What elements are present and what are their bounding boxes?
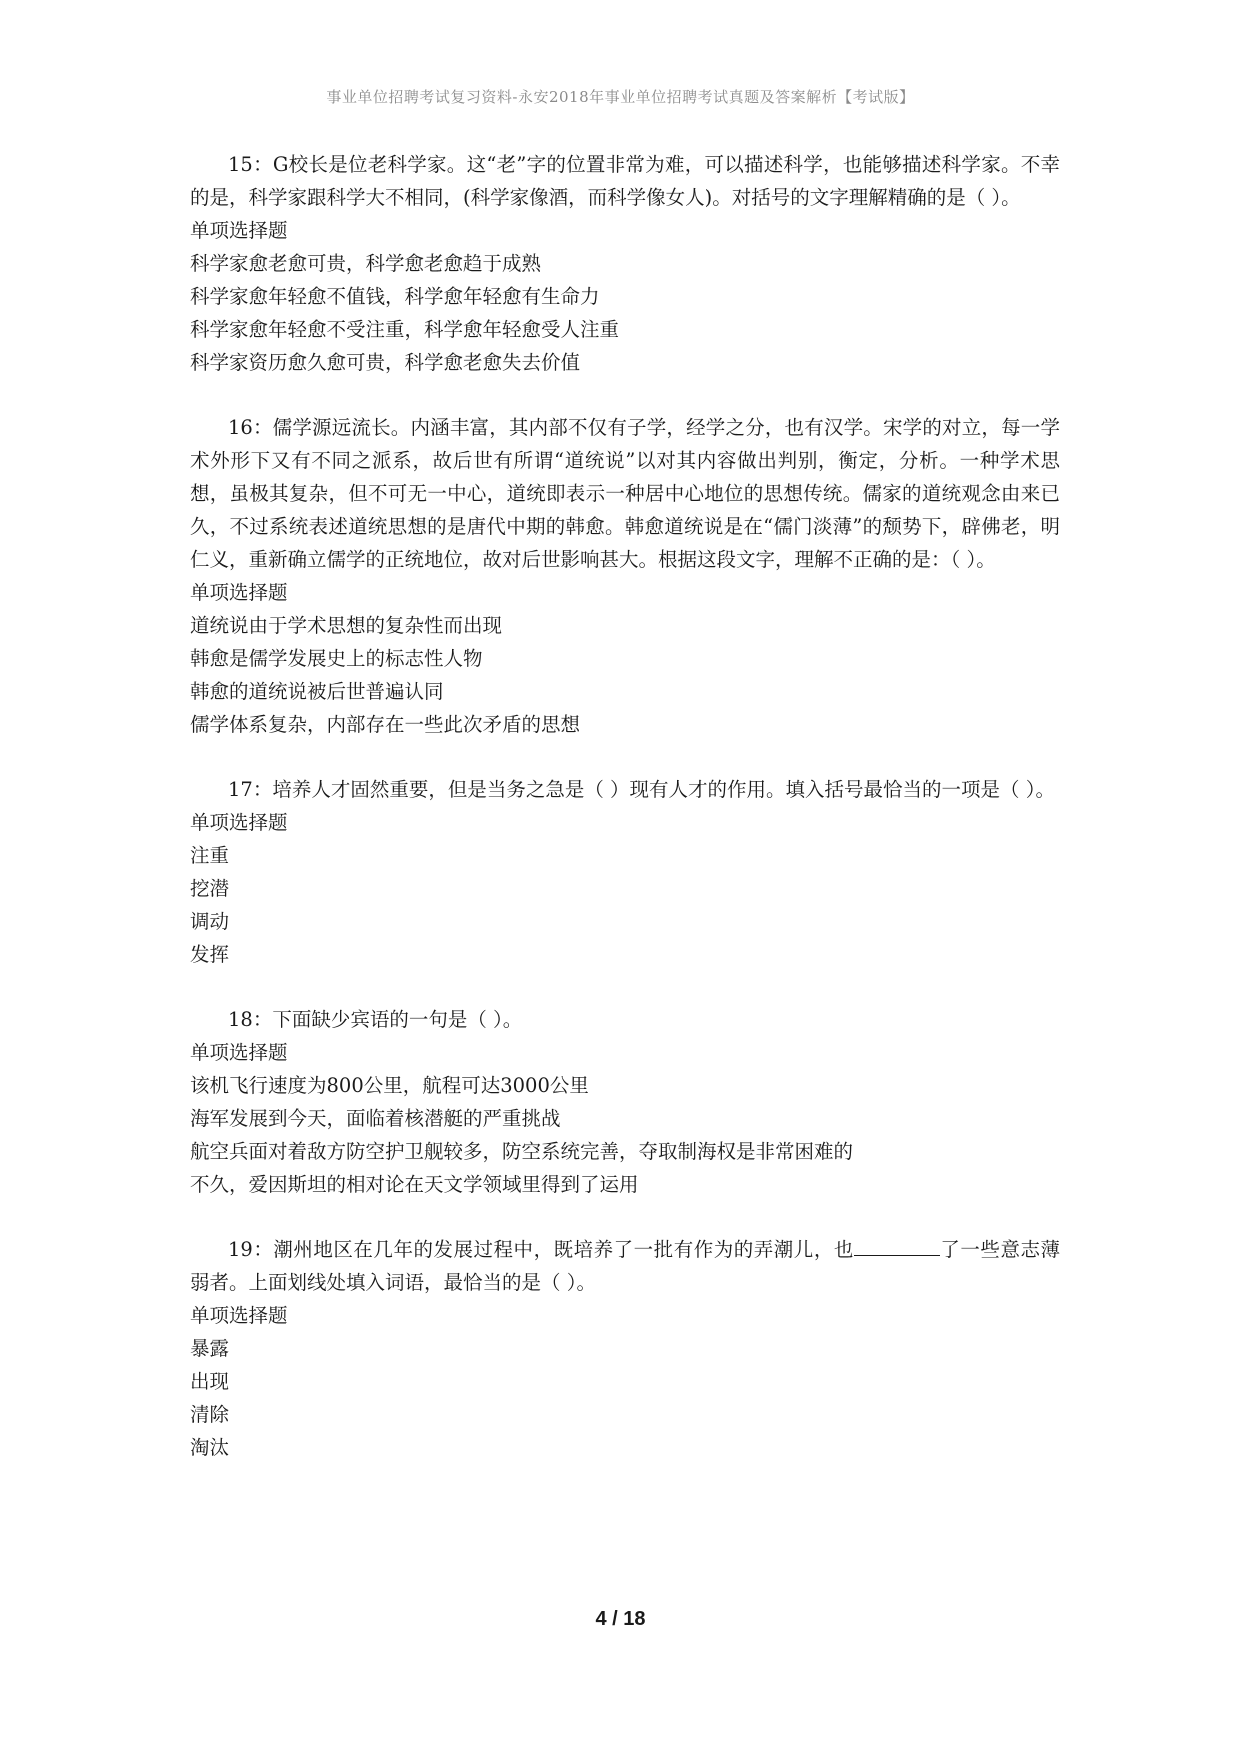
question-stem: 18：下面缺少宾语的一句是（ ）。 (228, 1008, 523, 1031)
question-type: 单项选择题 (190, 219, 288, 242)
option-b: 挖潜 (190, 877, 230, 900)
page-content (190, 148, 1060, 1496)
page-number: 4 / 18 (595, 1608, 646, 1630)
option-a: 道统说由于学术思想的复杂性而出现 (190, 614, 503, 637)
option-a: 注重 (190, 844, 230, 867)
option-b: 科学家愈年轻愈不值钱，科学愈年轻愈有生命力 (190, 285, 600, 308)
option-d: 发挥 (190, 943, 230, 966)
option-c: 科学家愈年轻愈不受注重，科学愈年轻愈受人注重 (190, 318, 620, 341)
question-19 (190, 1233, 1060, 1464)
stem-after-blank: 了一些意志薄弱者。上面划线处填入词语，最恰当的是（ ）。 (190, 1238, 1060, 1294)
option-b: 韩愈是儒学发展史上的标志性人物 (190, 647, 483, 670)
question-stem: 15：G校长是位老科学家。这“老”字的位置非常为难，可以描述科学，也能够描述科学家。不幸的是，科学家跟科学大不相同，(科学家像酒，而科学像女人)。对括号的文字理解精确的是（ ）。 (190, 153, 1060, 209)
stem-before-blank: 19：潮州地区在几年的发展过程中，既培养了一批有作为的弄潮儿，也 (228, 1238, 854, 1261)
option-d: 淘汰 (190, 1436, 230, 1459)
option-b: 海军发展到今天，面临着核潜艇的严重挑战 (190, 1107, 561, 1130)
fill-in-blank (854, 1235, 940, 1256)
option-c: 清除 (190, 1403, 230, 1426)
question-18 (190, 1003, 1060, 1201)
option-d: 儒学体系复杂，内部存在一些此次矛盾的思想 (190, 713, 581, 736)
option-d: 不久，爱因斯坦的相对论在天文学领域里得到了运用 (190, 1173, 639, 1196)
question-stem (190, 1233, 1060, 1299)
option-b: 出现 (190, 1370, 230, 1393)
question-type: 单项选择题 (190, 581, 288, 604)
page-header: 事业单位招聘考试复习资料-永安2018年事业单位招聘考试真题及答案解析【考试版】 (326, 88, 915, 106)
question-type: 单项选择题 (190, 1041, 288, 1064)
question-type: 单项选择题 (190, 1304, 288, 1327)
question-15 (190, 148, 1060, 379)
option-a: 暴露 (190, 1337, 230, 1360)
option-c: 韩愈的道统说被后世普遍认同 (190, 680, 444, 703)
question-16 (190, 411, 1060, 741)
question-type: 单项选择题 (190, 811, 288, 834)
option-a: 科学家愈老愈可贵，科学愈老愈趋于成熟 (190, 252, 542, 275)
question-17 (190, 773, 1060, 971)
option-c: 航空兵面对着敌方防空护卫舰较多，防空系统完善，夺取制海权是非常困难的 (190, 1140, 854, 1163)
option-d: 科学家资历愈久愈可贵，科学愈老愈失去价值 (190, 351, 581, 374)
question-stem: 16：儒学源远流长。内涵丰富，其内部不仅有子学，经学之分，也有汉学。宋学的对立，每一学术外形下又有不同之派系，故后世有所谓“道统说”以对其内容做出判别，衡定，分析。一种学术思想，虽极其复杂，但不可无一中心，道统即表示一种居中心地位的思想传统。儒家的道统观念由来已久，不过系统表述道统思想的是唐代中期的韩愈。韩愈道统说是在“儒门淡薄”的颓势下，辟佛老，明仁义，重新确立儒学的正统地位，故对后世影响甚大。根据这段文字，理解不正确的是：（ ）。 (190, 416, 1060, 571)
option-a: 该机飞行速度为800公里，航程可达3000公里 (190, 1074, 589, 1097)
option-c: 调动 (190, 910, 230, 933)
question-stem: 17：培养人才固然重要，但是当务之急是（ ）现有人才的作用。填入括号最恰当的一项是（ ）。 (228, 778, 1055, 801)
